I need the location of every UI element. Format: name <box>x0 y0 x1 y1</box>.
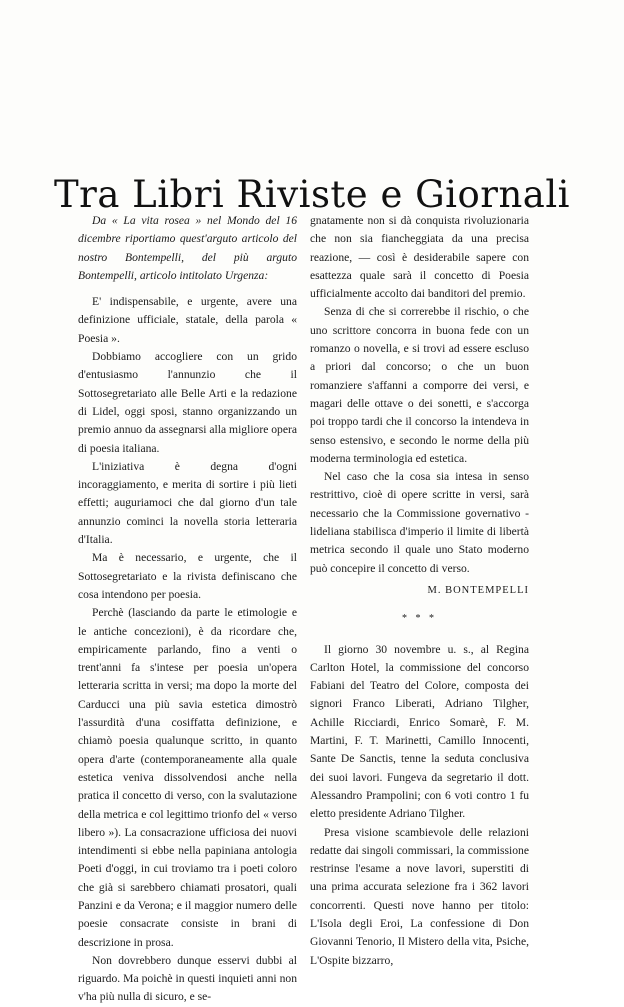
news-paragraph: Il giorno 30 novembre u. s., al Regina Carlton Hotel, la commissione del concorso Fabiani del Teatro del Colore, composta dei signori Franco Liberati, Adriano Tilgher, Achille Ricciardi, Enrico Somarè, F. M. Martini, F. T. Marinetti, Camillo Innocenti, Sante De Sanctis, tenne la seduta conclusiva dei suoi lavori. Fungeva da segretario il dott. Alessandro Prampolini; con 6 voti contro 1 fu eletto presidente Adriano Tilgher. <box>310 642 529 821</box>
body-paragraph: gnatamente non si dà conquista rivoluzionaria che non sia fiancheggiata da una precisa reazione, — così è desiderabile sapere con esattezza quale sarà il concetto di Poesia ufficialmente accolto dai banditori del premio. <box>310 214 529 301</box>
right-column <box>310 212 529 970</box>
section-separator: * * * <box>402 613 437 625</box>
body-paragraph: Ma è necessario, e urgente, che il Sottosegretariato e la rivista definiscano che cosa intendono per poesia. <box>78 551 297 601</box>
body-paragraph: E' indispensabile, e urgente, avere una definizione ufficiale, statale, della parola « Poesia ». <box>78 295 297 345</box>
left-column <box>78 212 297 1007</box>
body-paragraph: Nel caso che la cosa sia intesa in senso restrittivo, cioè di opere scritte in versi, sarà necessario che la Commissione governativo - lideliana stabilisca d'imperio il limite di libertà metrica secondo il quale uno Stato moderno può concepire il concetto di verso. <box>310 470 529 575</box>
body-paragraph: L'iniziativa è degna d'ogni incoraggiamento, e merita di sortire i più lieti effetti; auguriamoci che dal giorno d'un tale annunzio cominci la novella storia letteraria d'Italia. <box>78 459 297 547</box>
intro-paragraph: Da « La vita rosea » nel Mondo del 16 dicembre riportiamo quest'arguto articolo del nostro Bontempelli, del più arguto Bontempelli, articolo intitolato Urgenza: <box>78 214 297 282</box>
body-paragraph: Dobbiamo accogliere con un grido d'entusiasmo l'annunzio che il Sottosegretariato alle Belle Arti e la redazione di Lidel, oggi sposi, stanno organizzando un premio annuo da assegnarsi alla migliore opera di poesia italiana. <box>78 350 297 455</box>
body-paragraph: Perchè (lasciando da parte le etimologie e le antiche concezioni), è da ricordare che, empiricamente parlando, fino a venti o trent'anni fa s'intese per poesia un'opera letteraria scritta in versi; ma dopo la morte del Carducci una più savia estetica dimostrò l'assurdità d'una cosiffatta definizione, e chiamò poesia qualunque scritto, in quanto opera d'arte (contemporaneamente alla quale estetica veniva dissolvendosi anche nella pratica il concetto di verso, con la svalutazione della metrica e col legittimo trionfo del « verso libero »). La consacrazione ufficiosa dei nuovi intendimenti si ebbe nella papiniana antologia Poeti d'oggi, in cui troviamo tra i poeti coloro che già si sarebbero chiamati prosatori, quali Panzini e da Verona; e il maggior numero delle poesie consacrate consiste in brani di descrizione in prosa. <box>78 606 297 949</box>
author-signature: M. BONTEMPELLI <box>427 584 529 596</box>
body-paragraph: Non dovrebbero dunque esservi dubbi al riguardo. Ma poichè in questi inquieti anni non v'ha più nulla di sicuro, e se- <box>78 953 297 1004</box>
body-paragraph: Senza di che si correrebbe il rischio, o che uno scrittore concorra in buona fede con un romanzo o novella, e si trovi ad essere escluso a priori dal concorso; o che un buon romanziere s'affanni a comporre dei versi, e magari delle ottave o dei sonetti, e s'accorga poi troppo tardi che il concorso la intendeva in senso estensivo, e secondo le norme della più moderna terminologia ed estetica. <box>310 305 529 465</box>
page-title: Tra Libri Riviste e Giornali <box>53 172 571 216</box>
news-paragraph: Presa visione scambievole delle relazioni redatte dai singoli commissari, la commissione restrinse l'esame a nove lavori, superstiti di una prima accurata selezione fra i 362 lavori concorrenti. Questi nove hanno per titolo: L'Isola degli Eroi, La confessione di Don Giovanni Tenorio, Il Mistero della vita, Psiche, L'Ospite bizzarro, <box>310 825 529 967</box>
